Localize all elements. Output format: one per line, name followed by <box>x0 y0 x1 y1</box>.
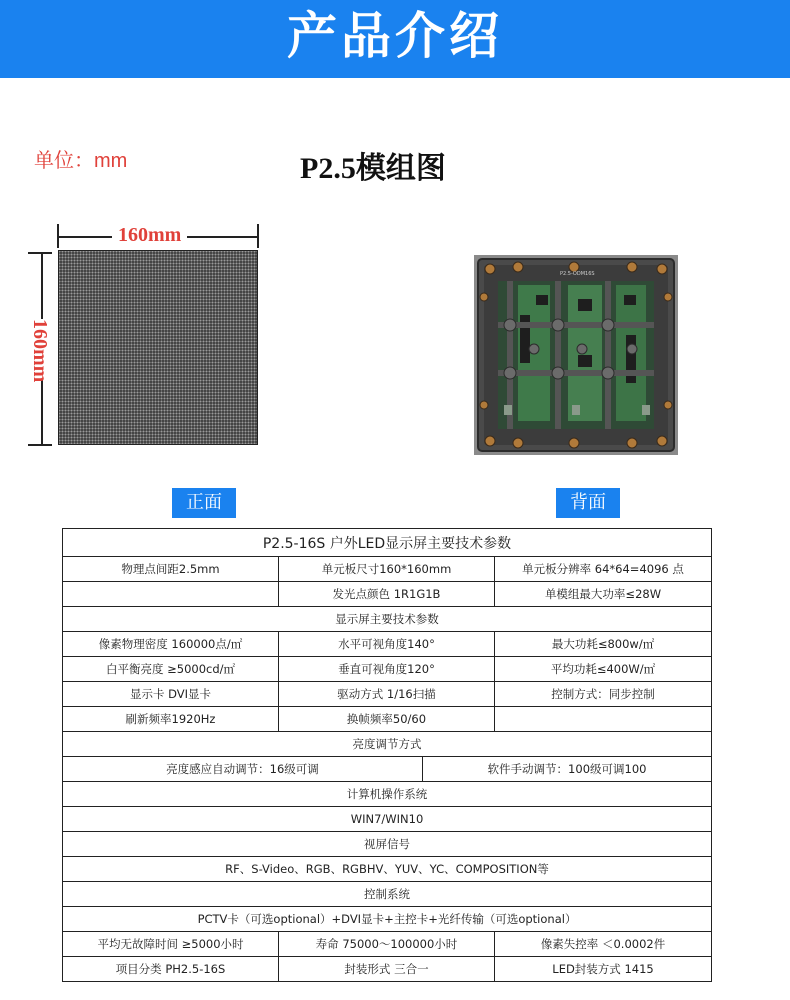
section-heading: 亮度调节方式 <box>63 732 712 757</box>
table-section-row <box>63 882 712 907</box>
table-cell: 封装形式 三合一 <box>279 957 495 982</box>
diagram-title: P2.5模组图 <box>300 152 446 185</box>
unit-label: 单位：mm <box>34 150 128 172</box>
table-cell: PCTV卡（可选optional）+DVI显卡+主控卡+光纤传输（可选optional） <box>63 907 712 932</box>
back-label: 背面 <box>556 488 620 518</box>
width-dimension-label: 160mm <box>112 222 187 248</box>
table-cell: 驱动方式 1/16扫描 <box>279 682 495 707</box>
table-row <box>63 907 712 932</box>
section-heading: 计算机操作系统 <box>63 782 712 807</box>
table-row <box>63 557 712 582</box>
table-cell: 单元板分辨率 64*64=4096 点 <box>495 557 712 582</box>
section-heading: 视屏信号 <box>63 832 712 857</box>
table-cell: 单模组最大功率≤28W <box>495 582 712 607</box>
table-row <box>63 582 712 607</box>
table-cell: 寿命 75000～100000小时 <box>279 932 495 957</box>
table-cell: 软件手动调节：100级可调100 <box>423 757 712 782</box>
table-section-row <box>63 832 712 857</box>
table-row <box>63 932 712 957</box>
table-title: P2.5-16S 户外LED显示屏主要技术参数 <box>63 529 712 557</box>
table-row <box>63 632 712 657</box>
table-section-row <box>63 607 712 632</box>
table-cell: 最大功耗≤800w/㎡ <box>495 632 712 657</box>
table-row <box>63 757 712 782</box>
page-title: 产品介绍 <box>287 6 503 65</box>
table-cell: 水平可视角度140° <box>279 632 495 657</box>
table-cell <box>63 582 279 607</box>
dimension-tick-bottom <box>28 444 52 446</box>
table-cell: 换帧频率50/60 <box>279 707 495 732</box>
table-cell: 平均无故障时间 ≥5000小时 <box>63 932 279 957</box>
table-row <box>63 857 712 882</box>
table-cell: 白平衡亮度 ≥5000cd/㎡ <box>63 657 279 682</box>
back-panel-silkscreen: P2.5-ODM16S <box>560 271 595 277</box>
table-cell <box>495 707 712 732</box>
dimension-tick-top <box>28 252 52 254</box>
table-cell: 项目分类 PH2.5-16S <box>63 957 279 982</box>
table-cell: 平均功耗≤400W/㎡ <box>495 657 712 682</box>
table-title-row <box>63 529 712 557</box>
table-cell: LED封装方式 1415 <box>495 957 712 982</box>
table-cell: 显示卡 DVI显卡 <box>63 682 279 707</box>
table-cell: 亮度感应自动调节：16级可调 <box>63 757 423 782</box>
table-cell: 发光点颜色 1R1G1B <box>279 582 495 607</box>
section-heading: 控制系统 <box>63 882 712 907</box>
table-cell: 单元板尺寸160*160mm <box>279 557 495 582</box>
table-cell: 像素物理密度 160000点/㎡ <box>63 632 279 657</box>
table-row <box>63 682 712 707</box>
back-panel-drawing <box>474 255 678 455</box>
table-cell: RF、S-Video、RGB、RGBHV、YUV、YC、COMPOSITION等 <box>63 857 712 882</box>
table-row <box>63 807 712 832</box>
table-cell: WIN7/WIN10 <box>63 807 712 832</box>
front-label: 正面 <box>172 488 236 518</box>
spec-table <box>62 528 712 982</box>
table-cell: 刷新频率1920Hz <box>63 707 279 732</box>
table-section-row <box>63 782 712 807</box>
table-cell: 物理点间距2.5mm <box>63 557 279 582</box>
section-heading: 显示屏主要技术参数 <box>63 607 712 632</box>
height-dimension-label: 160mm <box>29 319 51 383</box>
table-cell: 像素失控率 ＜0.0002件 <box>495 932 712 957</box>
table-row <box>63 957 712 982</box>
table-row <box>63 707 712 732</box>
table-row <box>63 657 712 682</box>
table-section-row <box>63 732 712 757</box>
front-panel-image <box>58 250 258 445</box>
table-cell: 控制方式：同步控制 <box>495 682 712 707</box>
table-cell: 垂直可视角度120° <box>279 657 495 682</box>
header-banner <box>0 0 790 78</box>
back-panel-image <box>474 255 678 455</box>
